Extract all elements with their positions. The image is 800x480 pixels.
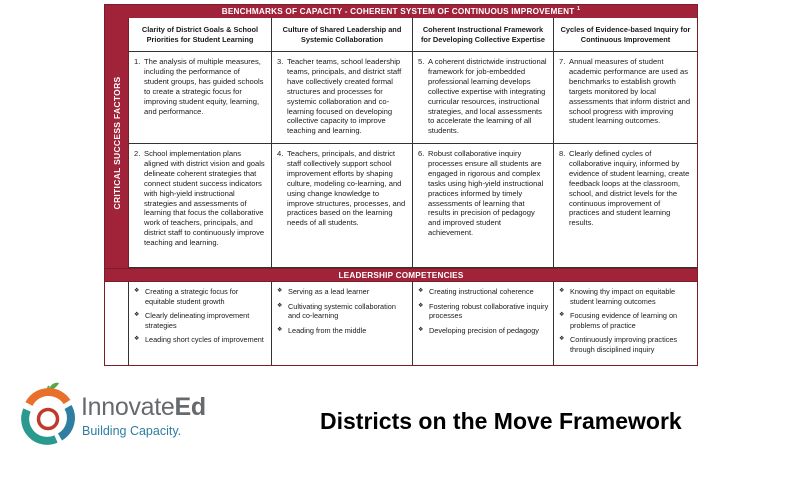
factor-cell: [413, 52, 554, 144]
factor-text: Robust collaborative inquiry processes ensure all students are engaged in rigorous and complex tasks using high-yield instructional practices informed by timely assessments of learning that results in precision of pedagogy and improved student achievement.: [428, 149, 544, 238]
factor-number: 6.: [418, 149, 425, 158]
competency-item: [134, 311, 267, 330]
factor-text: School implementation plans aligned with district vision and goals delineate coherent strategies that connect student success indicators with high-yield instructional strategies and assessments of learning that focus the collaborative work of teachers, principals, and district staff to continuously improve teaching and learning.: [144, 149, 265, 248]
competency-list: [554, 282, 697, 366]
factor-cell: [272, 52, 413, 144]
brand-tagline: Building Capacity.: [82, 424, 182, 438]
competency-item: [559, 311, 693, 330]
diamond-bullet-icon: ❖: [134, 312, 140, 319]
competency-item: [134, 287, 267, 306]
competency-text: Leading short cycles of improvement: [145, 335, 264, 345]
competency-text: Focusing evidence of learning on problems of practice: [570, 311, 678, 330]
competency-text: Knowing thy impact on equitable student learning outcomes: [570, 287, 676, 306]
column-header-instruction: Coherent Instructional Framework for Developing Collective Expertise: [413, 18, 554, 52]
factor-cell: [129, 52, 272, 144]
diamond-bullet-icon: ❖: [134, 288, 140, 294]
factor-number: 7.: [559, 57, 566, 66]
competency-text: Clearly delineating improvement strategies: [145, 311, 250, 330]
side-label-text: CRITICAL SUCCESS FACTORS: [111, 76, 122, 210]
brand-name: [81, 393, 206, 422]
factor-cell: [272, 144, 413, 268]
factor-cell: [129, 144, 272, 268]
apple-ring-logo-icon: [20, 382, 78, 446]
competency-item: [134, 335, 267, 345]
diamond-bullet-icon: ❖: [559, 288, 565, 294]
competency-item: [277, 302, 408, 321]
competency-text: Creating instructional coherence: [429, 287, 534, 296]
diamond-bullet-icon: ❖: [134, 336, 140, 343]
competency-text: Cultivating systemic collaboration and co-learning: [288, 301, 396, 321]
competency-text: Fostering robust collaborative inquiry processes: [429, 301, 549, 321]
factor-number: 5.: [418, 57, 425, 66]
factor-cell: [413, 144, 554, 268]
competency-list: [272, 282, 413, 366]
competency-text: Leading from the middle: [288, 325, 367, 335]
slide-title: Districts on the Move Framework: [320, 408, 682, 434]
competency-text: Serving as a lead learner: [288, 287, 370, 296]
competencies-spacer: [105, 282, 129, 366]
competency-list: [129, 282, 272, 366]
competency-item: [418, 287, 549, 297]
diamond-bullet-icon: ❖: [277, 326, 283, 333]
brand-name-regular: Innovate: [81, 393, 175, 421]
diamond-bullet-icon: ❖: [559, 336, 565, 343]
factor-text: Teachers, principals, and district staff collectively support school improvement efforts by shaping culture, modeling co-learning, and using change knowledge to improve structures, processes, and practices based on the learning needs of all students.: [287, 149, 406, 228]
factor-text: Teacher teams, school leadership teams, principals, and district staff have collectively created formal structures and processes for systemic collaboration and co-learning focused on developing collective capacity to improve teaching and learning.: [287, 57, 402, 136]
benchmarks-banner: [105, 5, 697, 18]
factor-number: 4.: [277, 149, 284, 158]
factor-number: 2.: [134, 149, 141, 158]
column-header-goals: Clarity of District Goals & School Priorities for Student Learning: [129, 18, 272, 52]
competency-list: [413, 282, 554, 366]
factor-text: The analysis of multiple measures, including the performance of student groups, has guided schools to create a strategic focus for improving student equity, learning, and performance.: [144, 57, 264, 116]
competency-item: [559, 287, 693, 306]
diamond-bullet-icon: ❖: [559, 312, 565, 319]
factor-cell: [554, 144, 697, 268]
footnote-marker: 1: [576, 6, 581, 12]
column-header-inquiry: Cycles of Evidence-based Inquiry for Continuous Improvement: [554, 18, 697, 52]
factor-number: 1.: [134, 57, 141, 66]
factor-text: Annual measures of student academic performance are used as benchmarks to establish growth targets monitored by local assessments that inform district and school progress with improving student learning outcomes.: [569, 57, 691, 126]
column-header-culture: Culture of Shared Leadership and Systemic Collaboration: [272, 18, 413, 52]
competency-item: [559, 335, 693, 354]
innovateed-logo: [20, 382, 260, 448]
brand-name-bold: Ed: [174, 393, 206, 421]
competency-item: [277, 287, 408, 297]
diamond-bullet-icon: ❖: [277, 302, 283, 309]
framework-table: [104, 4, 698, 366]
competency-item: [277, 326, 408, 336]
leadership-competencies-banner: LEADERSHIP COMPETENCIES: [105, 268, 697, 282]
factor-cell: [554, 52, 697, 144]
diamond-bullet-icon: ❖: [418, 302, 424, 309]
competency-text: Creating a strategic focus for equitable student growth: [145, 287, 239, 306]
factor-text: Clearly defined cycles of collaborative inquiry, informed by evidence of student learning, create feedback loops at the classroom, school, and district levels for the continuous improvement of practices and student learning results.: [569, 149, 690, 228]
diamond-bullet-icon: ❖: [418, 326, 424, 333]
factor-text: A coherent districtwide instructional framework for job-embedded professional learning develops collective expertise with integrating curricular resources, instructional strategies, and local assessments to accelerate the learning of all students.: [428, 57, 547, 136]
critical-success-factors-label: [105, 18, 129, 268]
factor-number: 8.: [559, 149, 566, 158]
competency-item: [418, 302, 549, 321]
competency-text: Developing precision of pedagogy: [429, 325, 539, 335]
competency-item: [418, 326, 549, 336]
factor-number: 3.: [277, 57, 284, 66]
diamond-bullet-icon: ❖: [277, 288, 283, 294]
diamond-bullet-icon: ❖: [418, 288, 424, 294]
benchmarks-banner-text: BENCHMARKS OF CAPACITY - COHERENT SYSTEM OF CONTINUOUS IMPROVEMENT: [221, 7, 575, 16]
competency-text: Continuously improving practices through disciplined inquiry: [570, 335, 678, 354]
